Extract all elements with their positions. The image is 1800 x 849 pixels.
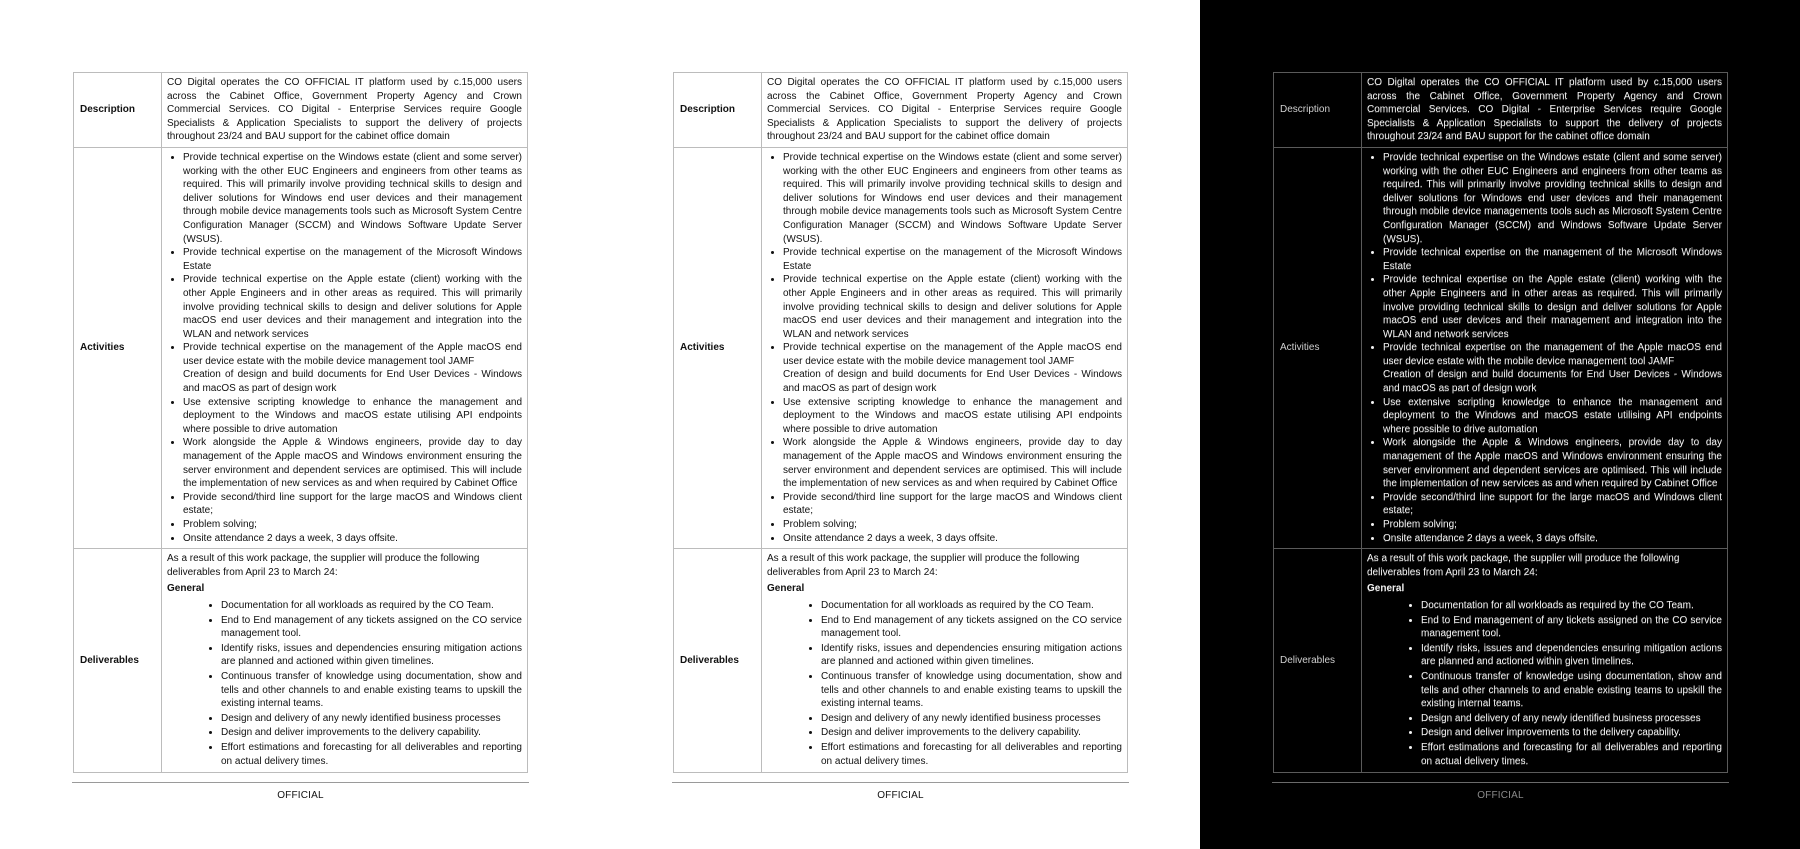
list-item: • Provide technical expertise on the Apple estate (client) working with the other Apple Engineers and in other areas as required. This will primarily involve providing technical skills to design and deliver solutions for Apple macOS end user devices and their management and integration into the WLAN and network services (183, 273, 522, 341)
list-item: • Documentation for all workloads as required by the CO Team. (1421, 599, 1722, 613)
deliverables-cell (762, 549, 1128, 773)
activities-cell (762, 147, 1128, 548)
footer-label: OFFICIAL (277, 790, 324, 801)
deliverables-heading: General (167, 583, 205, 595)
deliverables-heading: General (1367, 583, 1405, 595)
deliverables-row (74, 549, 528, 773)
deliverables-label: Deliverables (674, 549, 762, 773)
list-item: • Identify risks, issues and dependencies ensuring mitigation actions are planned and actioned within given timelines. (821, 642, 1122, 669)
list-item: • Provide technical expertise on the Windows estate (client and some server) working with the other EUC Engineers and engineers from other teams as required. This will primarily involve providing technical skills to design and deliver solutions for Windows end user devices and their management through mobile device managements tools such as Microsoft System Centre Configuration Manager (SCCM) and Windows Software Update Server (WSUS). (1383, 151, 1722, 246)
list-item: • Provide technical expertise on the Apple estate (client) working with the other Apple Engineers and in other areas as required. This will primarily involve providing technical skills to design and deliver solutions for Apple macOS end user devices and their management and integration into the WLAN and network services (783, 273, 1122, 341)
deliverables-cell (162, 549, 528, 773)
description-text: CO Digital operates the CO OFFICIAL IT platform used by c.15,000 users across the Cabinet Office, Government Property Agency and Crown Commercial Services. CO Digital - Enterprise Services require Google Specialists & Application Specialists to support the delivery of projects throughout 23/24 and BAU support for the cabinet office domain (1362, 73, 1728, 148)
list-item: • Design and deliver improvements to the delivery capability. (221, 726, 522, 740)
list-item: • Provide technical expertise on the Windows estate (client and some server) working with the other EUC Engineers and engineers from other teams as required. This will primarily involve providing technical skills to design and deliver solutions for Windows end user devices and their management through mobile device managements tools such as Microsoft System Centre Configuration Manager (SCCM) and Windows Software Update Server (WSUS). (183, 151, 522, 246)
activity-note: Creation of design and build documents for End User Devices - Windows and macOS as part of design work (1383, 369, 1722, 395)
deliverables-row (1274, 549, 1728, 773)
activity-text: Provide technical expertise on the management of the Apple macOS end user device estate with the mobile device management tool JAMF (783, 342, 1122, 367)
activities-label: Activities (1274, 147, 1362, 548)
description-row (674, 73, 1128, 148)
list-item: • Design and delivery of any newly identified business processes (821, 712, 1122, 726)
deliverables-intro: As a result of this work package, the supplier will produce the following deliverables from April 23 to March 24: (1367, 553, 1680, 578)
list-item: • Design and deliver improvements to the delivery capability. (821, 726, 1122, 740)
deliverables-intro: As a result of this work package, the supplier will produce the following deliverables from April 23 to March 24: (767, 553, 1080, 578)
list-item: • Use extensive scripting knowledge to enhance the management and deployment to the Windows and macOS estate utilising API endpoints where possible to drive automation (783, 396, 1122, 437)
footer-label: OFFICIAL (1477, 790, 1524, 801)
document-page-copy (600, 0, 1200, 849)
footer-rule (672, 782, 1129, 783)
list-item (183, 341, 522, 395)
deliverables-intro: As a result of this work package, the supplier will produce the following deliverables from April 23 to March 24: (167, 553, 480, 578)
description-text: CO Digital operates the CO OFFICIAL IT platform used by c.15,000 users across the Cabinet Office, Government Property Agency and Crown Commercial Services. CO Digital - Enterprise Services require Google Specialists & Application Specialists to support the delivery of projects throughout 23/24 and BAU support for the cabinet office domain (762, 73, 1128, 148)
list-item: • Provide technical expertise on the management of the Microsoft Windows Estate (183, 246, 522, 273)
list-item (783, 341, 1122, 395)
list-item: • Design and deliver improvements to the delivery capability. (1421, 726, 1722, 740)
activities-list (1367, 151, 1722, 545)
list-item: • Continuous transfer of knowledge using documentation, show and tells and other channels to and enable existing teams to upskill the existing internal teams. (221, 670, 522, 711)
list-item: • End to End management of any tickets assigned on the CO service management tool. (1421, 614, 1722, 641)
deliverables-list (167, 599, 522, 768)
list-item: • Provide technical expertise on the Windows estate (client and some server) working with the other EUC Engineers and engineers from other teams as required. This will primarily involve providing technical skills to design and deliver solutions for Windows end user devices and their management through mobile device managements tools such as Microsoft System Centre Configuration Manager (SCCM) and Windows Software Update Server (WSUS). (783, 151, 1122, 246)
activities-row (1274, 147, 1728, 548)
activities-list (767, 151, 1122, 545)
activity-text: Provide technical expertise on the management of the Apple macOS end user device estate with the mobile device management tool JAMF (183, 342, 522, 367)
document-page-original (0, 0, 600, 849)
description-row (74, 73, 528, 148)
deliverables-list (1367, 599, 1722, 768)
description-label: Description (74, 73, 162, 148)
list-item: • Provide technical expertise on the management of the Microsoft Windows Estate (783, 246, 1122, 273)
list-item: • Identify risks, issues and dependencies ensuring mitigation actions are planned and actioned within given timelines. (1421, 642, 1722, 669)
list-item: • Provide technical expertise on the Apple estate (client) working with the other Apple Engineers and in other areas as required. This will primarily involve providing technical skills to design and deliver solutions for Apple macOS end user devices and their management and integration into the WLAN and network services (1383, 273, 1722, 341)
description-text: CO Digital operates the CO OFFICIAL IT platform used by c.15,000 users across the Cabinet Office, Government Property Agency and Crown Commercial Services. CO Digital - Enterprise Services require Google Specialists & Application Specialists to support the delivery of projects throughout 23/24 and BAU support for the cabinet office domain (162, 73, 528, 148)
list-item: • Provide second/third line support for the large macOS and Windows client estate; (783, 491, 1122, 518)
list-item: • Provide second/third line support for the large macOS and Windows client estate; (183, 491, 522, 518)
activity-text: Provide technical expertise on the management of the Apple macOS end user device estate with the mobile device management tool JAMF (1383, 342, 1722, 367)
activities-list (167, 151, 522, 545)
list-item (1383, 341, 1722, 395)
document-page-inverted (1200, 0, 1800, 849)
list-item: • Use extensive scripting knowledge to enhance the management and deployment to the Windows and macOS estate utilising API endpoints where possible to drive automation (183, 396, 522, 437)
activities-cell (1362, 147, 1728, 548)
deliverables-row (674, 549, 1128, 773)
list-item: • Continuous transfer of knowledge using documentation, show and tells and other channels to and enable existing teams to upskill the existing internal teams. (1421, 670, 1722, 711)
list-item: • Problem solving; (783, 518, 1122, 532)
list-item: • Work alongside the Apple & Windows engineers, provide day to day management of the Apple macOS and Windows environment ensuring the server environment and dependent services are optimised. This will include the implementation of new services as and when required by Cabinet Office (1383, 436, 1722, 490)
footer-rule (1272, 782, 1729, 783)
deliverables-label: Deliverables (1274, 549, 1362, 773)
deliverables-cell (1362, 549, 1728, 773)
list-item: • Effort estimations and forecasting for all deliverables and reporting on actual delivery times. (221, 741, 522, 768)
description-row (1274, 73, 1728, 148)
list-item: • Onsite attendance 2 days a week, 3 days offsite. (183, 532, 522, 546)
description-label: Description (1274, 73, 1362, 148)
list-item: • Problem solving; (1383, 518, 1722, 532)
activities-label: Activities (674, 147, 762, 548)
activities-row (674, 147, 1128, 548)
list-item: • Documentation for all workloads as required by the CO Team. (821, 599, 1122, 613)
list-item: • Identify risks, issues and dependencies ensuring mitigation actions are planned and actioned within given timelines. (221, 642, 522, 669)
list-item: • End to End management of any tickets assigned on the CO service management tool. (221, 614, 522, 641)
activities-label: Activities (74, 147, 162, 548)
footer-rule (72, 782, 529, 783)
list-item: • Design and delivery of any newly identified business processes (1421, 712, 1722, 726)
footer-label: OFFICIAL (877, 790, 924, 801)
list-item: • Work alongside the Apple & Windows engineers, provide day to day management of the Apple macOS and Windows environment ensuring the server environment and dependent services are optimised. This will include the implementation of new services as and when required by Cabinet Office (183, 436, 522, 490)
list-item: • Documentation for all workloads as required by the CO Team. (221, 599, 522, 613)
list-item: • Onsite attendance 2 days a week, 3 days offsite. (783, 532, 1122, 546)
activities-cell (162, 147, 528, 548)
activity-note: Creation of design and build documents for End User Devices - Windows and macOS as part of design work (183, 369, 522, 395)
list-item: • End to End management of any tickets assigned on the CO service management tool. (821, 614, 1122, 641)
deliverables-list (767, 599, 1122, 768)
list-item: • Design and delivery of any newly identified business processes (221, 712, 522, 726)
deliverables-heading: General (767, 583, 805, 595)
list-item: • Provide technical expertise on the management of the Microsoft Windows Estate (1383, 246, 1722, 273)
document-table (1273, 72, 1728, 773)
list-item: • Effort estimations and forecasting for all deliverables and reporting on actual delivery times. (1421, 741, 1722, 768)
deliverables-label: Deliverables (74, 549, 162, 773)
description-label: Description (674, 73, 762, 148)
activity-note: Creation of design and build documents for End User Devices - Windows and macOS as part of design work (783, 369, 1122, 395)
list-item: • Effort estimations and forecasting for all deliverables and reporting on actual delivery times. (821, 741, 1122, 768)
document-table (73, 72, 528, 773)
list-item: • Provide second/third line support for the large macOS and Windows client estate; (1383, 491, 1722, 518)
list-item: • Work alongside the Apple & Windows engineers, provide day to day management of the Apple macOS and Windows environment ensuring the server environment and dependent services are optimised. This will include the implementation of new services as and when required by Cabinet Office (783, 436, 1122, 490)
activities-row (74, 147, 528, 548)
document-table (673, 72, 1128, 773)
list-item: • Use extensive scripting knowledge to enhance the management and deployment to the Windows and macOS estate utilising API endpoints where possible to drive automation (1383, 396, 1722, 437)
list-item: • Problem solving; (183, 518, 522, 532)
list-item: • Onsite attendance 2 days a week, 3 days offsite. (1383, 532, 1722, 546)
list-item: • Continuous transfer of knowledge using documentation, show and tells and other channels to and enable existing teams to upskill the existing internal teams. (821, 670, 1122, 711)
